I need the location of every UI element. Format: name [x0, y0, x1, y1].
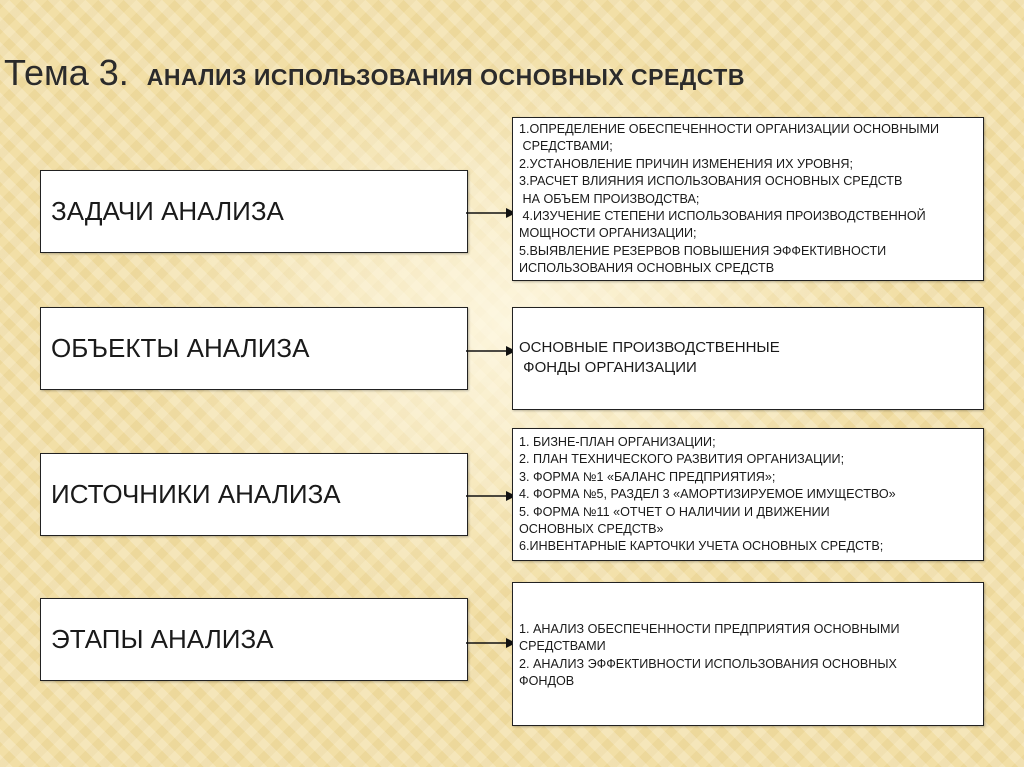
tasks-line: 3.РАСЧЕТ ВЛИЯНИЯ ИСПОЛЬЗОВАНИЯ ОСНОВНЫХ СРЕДСТВ: [519, 174, 903, 189]
sources-line: 1. БИЗНЕ-ПЛАН ОРГАНИЗАЦИИ;: [519, 435, 716, 449]
stages-details-box: [512, 582, 984, 726]
sources-details-box: [512, 428, 984, 561]
tasks-line: НА ОБЪЕМ ПРОИЗВОДСТВА;: [519, 191, 700, 206]
tasks-label: ЗАДАЧИ АНАЛИЗА: [51, 196, 284, 226]
objects-arrow: [466, 344, 516, 358]
title-number: Тема 3.: [4, 52, 129, 93]
tasks-line: МОЩНОСТИ ОРГАНИЗАЦИИ;: [519, 226, 697, 241]
tasks-line: ИСПОЛЬЗОВАНИЯ ОСНОВНЫХ СРЕДСТВ: [519, 261, 775, 275]
sources-box: [40, 453, 468, 536]
sources-line: 6.ИНВЕНТАРНЫЕ КАРТОЧКИ УЧЕТА ОСНОВНЫХ СРЕДСТВ;: [519, 539, 884, 554]
sources-line: 5. ФОРМА №11 «ОТЧЕТ О НАЛИЧИИ И ДВИЖЕНИИ: [519, 504, 830, 519]
stages-line: 1. АНАЛИЗ ОБЕСПЕЧЕННОСТИ ПРЕДПРИЯТИЯ ОСНОВНЫМИ: [519, 622, 900, 636]
objects-line: ФОНДЫ ОРГАНИЗАЦИИ: [519, 359, 697, 377]
tasks-box: [40, 170, 468, 253]
objects-label: ОБЪЕКТЫ АНАЛИЗА: [51, 333, 310, 363]
tasks-line: 4.ИЗУЧЕНИЕ СТЕПЕНИ ИСПОЛЬЗОВАНИЯ ПРОИЗВОДСТВЕННОЙ: [519, 208, 926, 223]
stages-box: [40, 598, 468, 681]
tasks-line: 5.ВЫЯВЛЕНИЕ РЕЗЕРВОВ ПОВЫШЕНИЯ ЭФФЕКТИВНОСТИ: [519, 243, 887, 258]
objects-line: ОСНОВНЫЕ ПРОИЗВОДСТВЕННЫЕ: [519, 339, 780, 356]
sources-line: 2. ПЛАН ТЕХНИЧЕСКОГО РАЗВИТИЯ ОРГАНИЗАЦИИ;: [519, 452, 845, 467]
sources-line: 3. ФОРМА №1 «БАЛАНС ПРЕДПРИЯТИЯ»;: [519, 469, 776, 484]
objects-box: [40, 307, 468, 390]
stages-label: ЭТАПЫ АНАЛИЗА: [51, 624, 274, 654]
stages-line: 2. АНАЛИЗ ЭФФЕКТИВНОСТИ ИСПОЛЬЗОВАНИЯ ОСНОВНЫХ: [519, 656, 897, 671]
tasks-line: 1.ОПРЕДЕЛЕНИЕ ОБЕСПЕЧЕННОСТИ ОРГАНИЗАЦИИ ОСНОВНЫМИ: [519, 122, 940, 136]
tasks-details-box: [512, 117, 984, 281]
tasks-arrow: [466, 206, 516, 220]
stages-line: СРЕДСТВАМИ: [519, 639, 606, 654]
sources-arrow: [466, 489, 516, 503]
title-text: АНАЛИЗ ИСПОЛЬЗОВАНИЯ ОСНОВНЫХ СРЕДСТВ: [146, 64, 745, 90]
tasks-line: СРЕДСТВАМИ;: [519, 139, 613, 154]
sources-line: ОСНОВНЫХ СРЕДСТВ»: [519, 521, 664, 536]
stages-arrow: [466, 636, 516, 650]
tasks-line: 2.УСТАНОВЛЕНИЕ ПРИЧИН ИЗМЕНЕНИЯ ИХ УРОВНЯ;: [519, 156, 853, 171]
sources-label: ИСТОЧНИКИ АНАЛИЗА: [51, 479, 341, 509]
sources-line: 4. ФОРМА №5, РАЗДЕЛ 3 «АМОРТИЗИРУЕМОЕ ИМУЩЕСТВО»: [519, 487, 896, 502]
objects-details-box: [512, 307, 984, 410]
stages-line: ФОНДОВ: [519, 674, 575, 689]
slide-title: [4, 52, 745, 94]
